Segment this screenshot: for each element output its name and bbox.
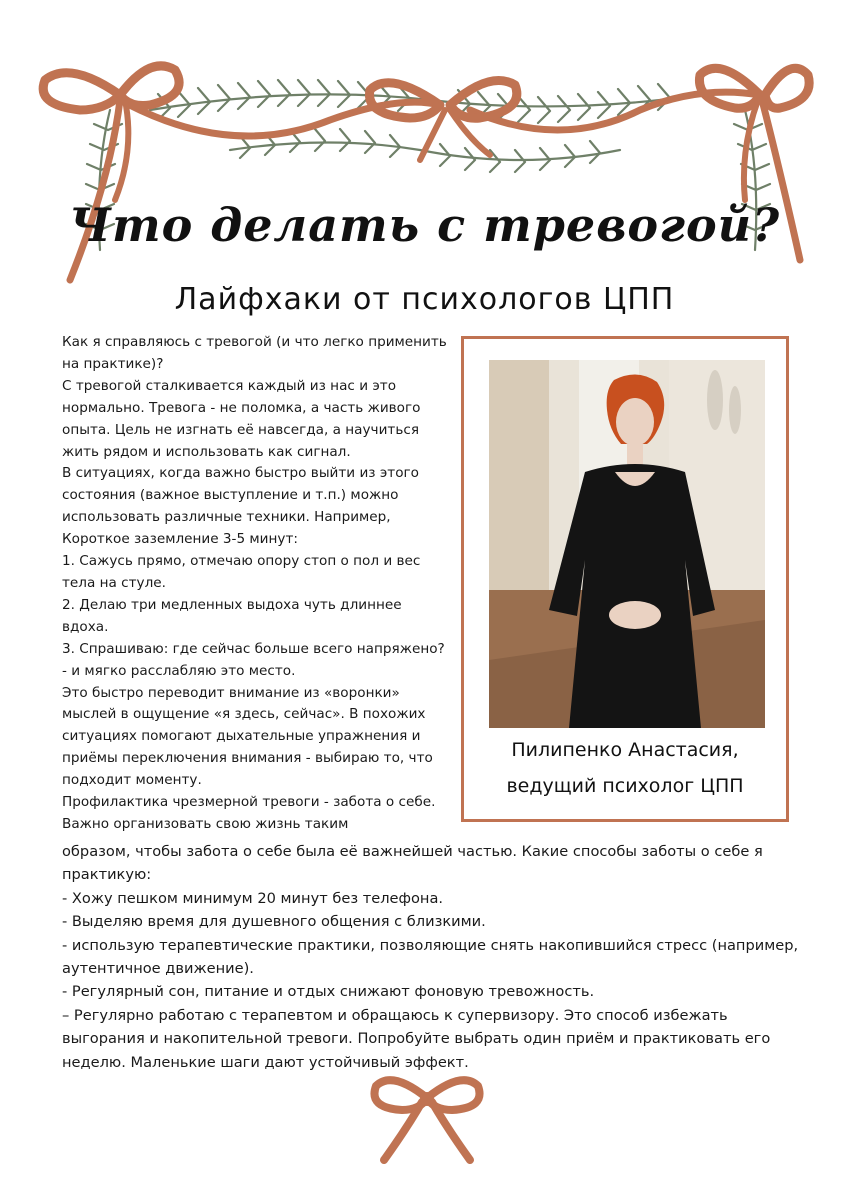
list-item: - Выделяю время для душевного общения с близкими. [62, 913, 486, 931]
paragraph: В ситуациях, когда важно быстро выйти из этого состояния (важное выступление и т.п.) можно использовать различные техники. Например, [62, 465, 420, 526]
list-item: 2. Делаю три медленных выдоха чуть длиннее вдоха. [62, 596, 402, 635]
paragraph: Короткое заземление 3-5 минут: [62, 531, 298, 548]
list-item: 3. Спрашиваю: где сейчас больше всего напряжено? - и мягко расслабляю это место. [62, 640, 445, 679]
paragraph: С тревогой сталкивается каждый из нас и это нормально. Тревога - не поломка, а часть живого опыта. Цель не изгнать её навсегда, а научиться жить рядом и использовать как сигнал. [62, 377, 421, 460]
pine-garland-decoration [0, 0, 849, 300]
portrait-caption [466, 732, 784, 804]
page-title: Что делать с тревогой? [68, 198, 781, 252]
caption-role: ведущий психолог ЦПП [506, 775, 744, 797]
paragraph: образом, чтобы забота о себе была её важнейшей частью. Какие способы заботы о себе я практикую: [62, 843, 763, 884]
list-item: - Хожу пешком минимум 20 минут без телефона. [62, 889, 444, 907]
paragraph: Профилактика чрезмерной тревоги - забота о себе. Важно организовать свою жизнь таким [62, 794, 436, 832]
paragraph: Это быстро переводит внимание из «воронки» мыслей в ощущение «я здесь, сейчас». В похожих ситуациях помогают дыхательные упражнения и приёмы переключения внимания - выбираю то, что подходит моменту. [62, 684, 433, 789]
left-text-column [62, 332, 450, 836]
bow-decoration [362, 1068, 492, 1168]
page-subtitle: Лайфхаки от психологов ЦПП [174, 282, 675, 317]
full-width-text [62, 840, 812, 1074]
list-item: 1. Сажусь прямо, отмечаю опору стоп о пол и вес тела на стуле. [62, 553, 421, 591]
caption-name: Пилипенко Анастасия, [511, 739, 739, 761]
list-item: - использую терапевтические практики, позволяющие снять накопившийся стресс (например, аутентичное движение). [62, 936, 799, 978]
list-item: - Регулярный сон, питание и отдых снижают фоновую тревожность. [62, 983, 595, 1001]
paragraph: Как я справляюсь с тревогой (и что легко применить на практике)? [62, 334, 447, 372]
list-item: – Регулярно работаю с терапевтом и обращаюсь к супервизору. Это способ избежать выгорания и накопительной тревоги. Попробуйте выбрать один приём и практиковать его неделю. Маленькие шаги дают устойчивый эффект. [62, 1006, 771, 1071]
portrait-photo [489, 360, 765, 728]
